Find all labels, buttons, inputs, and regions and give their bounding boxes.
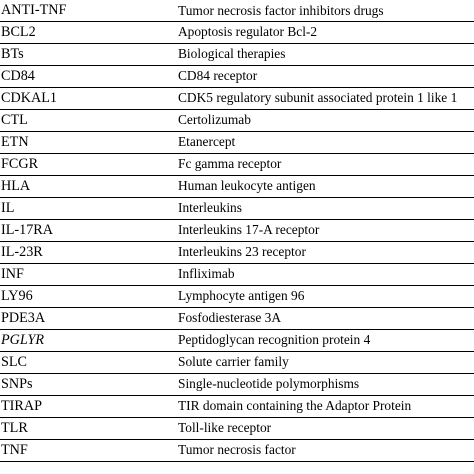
- table-row: [0, 65, 474, 87]
- table-row: [0, 329, 474, 351]
- abbreviation-cell: CDKAL1: [1, 89, 57, 106]
- table-row: [0, 417, 474, 439]
- abbreviation-cell: SLC: [1, 353, 28, 370]
- definition-cell: Lymphocyte antigen 96: [178, 288, 305, 304]
- table-row: [0, 43, 474, 65]
- abbreviation-cell: BCL2: [1, 23, 36, 40]
- definition-cell: Peptidoglycan recognition protein 4: [178, 332, 371, 348]
- definition-cell: Fc gamma receptor: [178, 156, 282, 172]
- definition-cell: CD84 receptor: [178, 68, 258, 84]
- abbreviation-cell: SNPs: [1, 375, 33, 392]
- definition-cell: Toll-like receptor: [178, 420, 272, 436]
- table-row: [0, 395, 474, 417]
- table-row: [0, 263, 474, 285]
- abbreviation-cell: INF: [1, 265, 24, 282]
- definition-cell: Biological therapies: [178, 46, 286, 62]
- definition-cell: Interleukins: [178, 200, 242, 216]
- abbreviation-cell: IL-23R: [1, 243, 43, 260]
- definition-cell: TIR domain containing the Adaptor Protein: [178, 398, 412, 414]
- abbreviation-cell: BTs: [1, 45, 24, 62]
- table-row: [0, 109, 474, 131]
- abbreviation-cell: TLR: [1, 419, 28, 436]
- table-row: [0, 241, 474, 263]
- definition-cell: Interleukins 17-A receptor: [178, 222, 320, 238]
- abbreviation-cell: ETN: [1, 133, 29, 150]
- table-row: [0, 131, 474, 153]
- abbreviation-cell: LY96: [1, 287, 33, 304]
- abbreviation-cell: IL-17RA: [1, 221, 54, 238]
- abbreviation-cell: ANTI-TNF: [1, 2, 67, 19]
- table-row: [0, 197, 474, 219]
- table-row: [0, 351, 474, 373]
- table-row: [0, 0, 474, 21]
- definition-cell: CDK5 regulatory subunit associated protein 1 like 1: [178, 90, 458, 106]
- table-row: [0, 219, 474, 241]
- table-row: [0, 439, 474, 461]
- table-row: [0, 87, 474, 109]
- abbreviation-cell: FCGR: [1, 155, 39, 172]
- definition-cell: Human leukocyte antigen: [178, 178, 316, 194]
- definition-cell: Solute carrier family: [178, 354, 289, 370]
- abbreviation-cell: HLA: [1, 177, 31, 194]
- table-row: [0, 285, 474, 307]
- table-row: [0, 175, 474, 197]
- definition-cell: Tumor necrosis factor: [178, 442, 296, 458]
- abbreviation-cell: PDE3A: [1, 309, 46, 326]
- definition-cell: Interleukins 23 receptor: [178, 244, 306, 260]
- definition-cell: Fosfodiesterase 3A: [178, 310, 282, 326]
- definition-cell: Etanercept: [178, 134, 236, 150]
- definition-cell: Single-nucleotide polymorphisms: [178, 376, 360, 392]
- abbreviation-cell: PGLYR: [1, 331, 45, 348]
- abbreviation-cell: IL: [1, 199, 15, 216]
- abbreviation-cell: CTL: [1, 111, 28, 128]
- table-row: [0, 21, 474, 43]
- table-row: [0, 307, 474, 329]
- abbreviation-cell: TIRAP: [1, 397, 42, 414]
- definition-cell: Infliximab: [178, 266, 235, 282]
- abbreviation-cell: CD84: [1, 67, 35, 84]
- definition-cell: Apoptosis regulator Bcl-2: [178, 24, 318, 40]
- definition-cell: Certolizumab: [178, 112, 251, 128]
- definition-cell: Tumor necrosis factor inhibitors drugs: [178, 2, 384, 18]
- table-row: [0, 373, 474, 395]
- table-row: [0, 153, 474, 175]
- abbreviation-cell: TNF: [1, 441, 28, 458]
